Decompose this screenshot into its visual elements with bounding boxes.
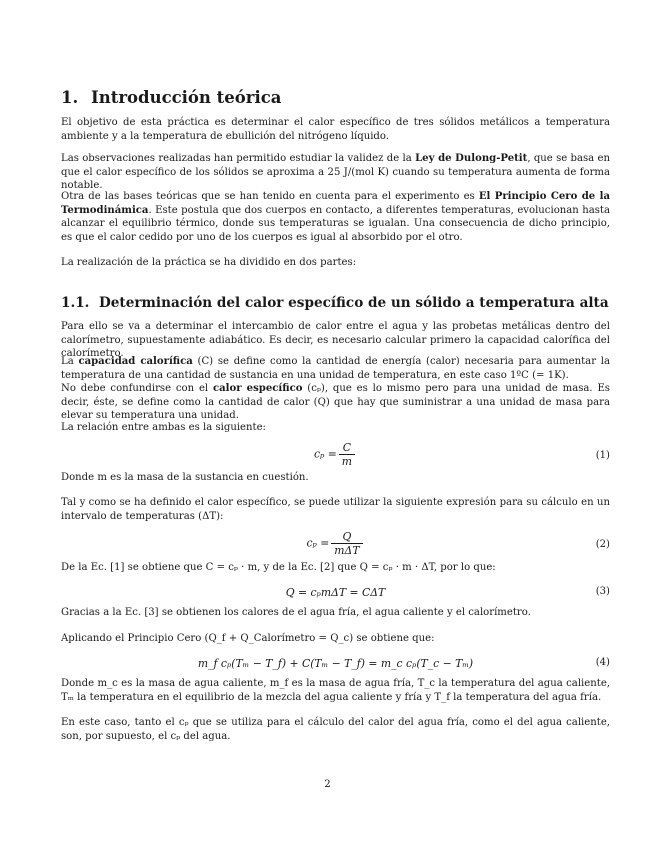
subsection-paragraph-6: De la Ec. [1] se obtiene que C = cₚ · m, y de la Ec. [2] que Q = cₚ · m · ΔT, por lo que: — [61, 562, 496, 573]
section-title: Introducción teórica — [91, 88, 282, 107]
subsection-paragraph-7: Gracias a la Ec. [3] se obtienen los calores de el agua fría, el agua caliente y el calorímetro. — [61, 607, 531, 618]
intro-paragraph-4: La realización de la práctica se ha dividido en dos partes: — [61, 257, 357, 268]
subsection-number: 1.1. — [61, 295, 90, 311]
calor-especifico-term: calor específico — [212, 383, 303, 395]
equation-4-tag: (4) — [595, 657, 610, 668]
equation-2-tag: (2) — [595, 539, 610, 550]
intro-paragraph-2: Las observaciones realizadas han permitido estudiar la validez de la Ley de Dulong-Petit, que se basa en que el calor específico de los sólidos se aproxima a 25 J/(mol K) cuando su temperatura aumenta de forma notable. — [61, 153, 610, 192]
subsection-paragraph-1: Para ello se va a determinar el intercambio de calor entre el agua y las probetas metálicas dentro del calorímetro, supuestamente adiabático. Es decir, es necesario calcular primero la capacidad calorífica del calorímetro. — [61, 321, 610, 360]
intro-paragraph-1: El objetivo de esta práctica es determinar el calor específico de tres sólidos metálicos a temperatura ambiente y a la temperatura de ebullición del nitrógeno líquido. — [61, 117, 610, 142]
section-heading — [61, 88, 282, 107]
equation-1: cₚ = $\frac{C}{m}$ (1) — [313, 441, 610, 468]
subsection-paragraph-10: En este caso, tanto el cₚ que se utiliza para el cálculo del calor del agua fría, como el del agua caliente, son, por supuesto, el cₚ del agua. — [61, 717, 610, 742]
equation-3: Q = cₚmΔT = CΔT (3) — [285, 586, 610, 599]
intro-paragraph-3: Otra de las bases teóricas que se han tenido en cuenta para el experimento es El Principio Cero de la Termodinámica. Este postula que dos cuerpos en contacto, a diferentes temperaturas, evolucionan hasta alcanzar el equilibrio térmico, donde sus temperaturas se igualan. Una consecuencia de dicho principio, es que el calor cedido por uno de los cuerpos es igual al absorbido por el otro. — [61, 191, 610, 243]
equation-3-tag: (3) — [595, 586, 610, 597]
capacidad-calorifica-term: capacidad calorífica — [78, 356, 193, 367]
page-number: 2 — [324, 779, 331, 790]
subsection-paragraph-9: Donde m_c es la masa de agua caliente, m_f es la masa de agua fría, T_c la temperatura del agua caliente, Tₘ la temperatura en el equilibrio de la mezcla del agua caliente y fría y T_f la temperatura del agua fría. — [61, 678, 610, 703]
subsection-title: Determinación del calor específico de un sólido a temperatura alta — [99, 295, 609, 311]
dulong-petit-term: Ley de Dulong-Petit — [415, 153, 528, 164]
subsection-paragraph-3: La relación entre ambas es la siguiente: — [61, 422, 266, 433]
section-number: 1. — [61, 88, 79, 107]
subsection-paragraph-5: Tal y como se ha definido el calor específico, se puede utilizar la siguiente expresión para su cálculo en un intervalo de temperaturas (ΔT): — [61, 497, 610, 522]
equation-1-tag: (1) — [595, 450, 610, 461]
equation-4: m_f cₚ(Tₘ − T_f) + C(Tₘ − T_f) = m_c cₚ(T_c − Tₘ) (4) — [197, 657, 610, 670]
subsection-heading — [61, 295, 609, 311]
subsection-paragraph-4: Donde m es la masa de la sustancia en cuestión. — [61, 472, 309, 483]
principio-cero-term: El Principio Cero de la Termodinámica — [61, 191, 610, 216]
equation-2: cₚ = $\frac{Q}{\text{mΔT}}$ (2) — [306, 530, 610, 557]
subsection-paragraph-2: La capacidad calorífica (C) se define como la cantidad de energía (calor) necesaria para aumentar la temperatura de una cantidad de sustancia en una unidad de temperatura, en este caso 1ºC (= 1K). No debe confundirse con el calor específico (cₚ), que es lo mismo pero para una unidad de masa. Es decir, éste, se define como la cantidad de calor (Q) que hay que suministrar a una unidad de masa para elevar su temperatura una unidad. — [61, 356, 610, 422]
subsection-paragraph-8: Aplicando el Principio Cero (Q_f + Q_Calorímetro = Q_c) se obtiene que: — [61, 633, 435, 644]
